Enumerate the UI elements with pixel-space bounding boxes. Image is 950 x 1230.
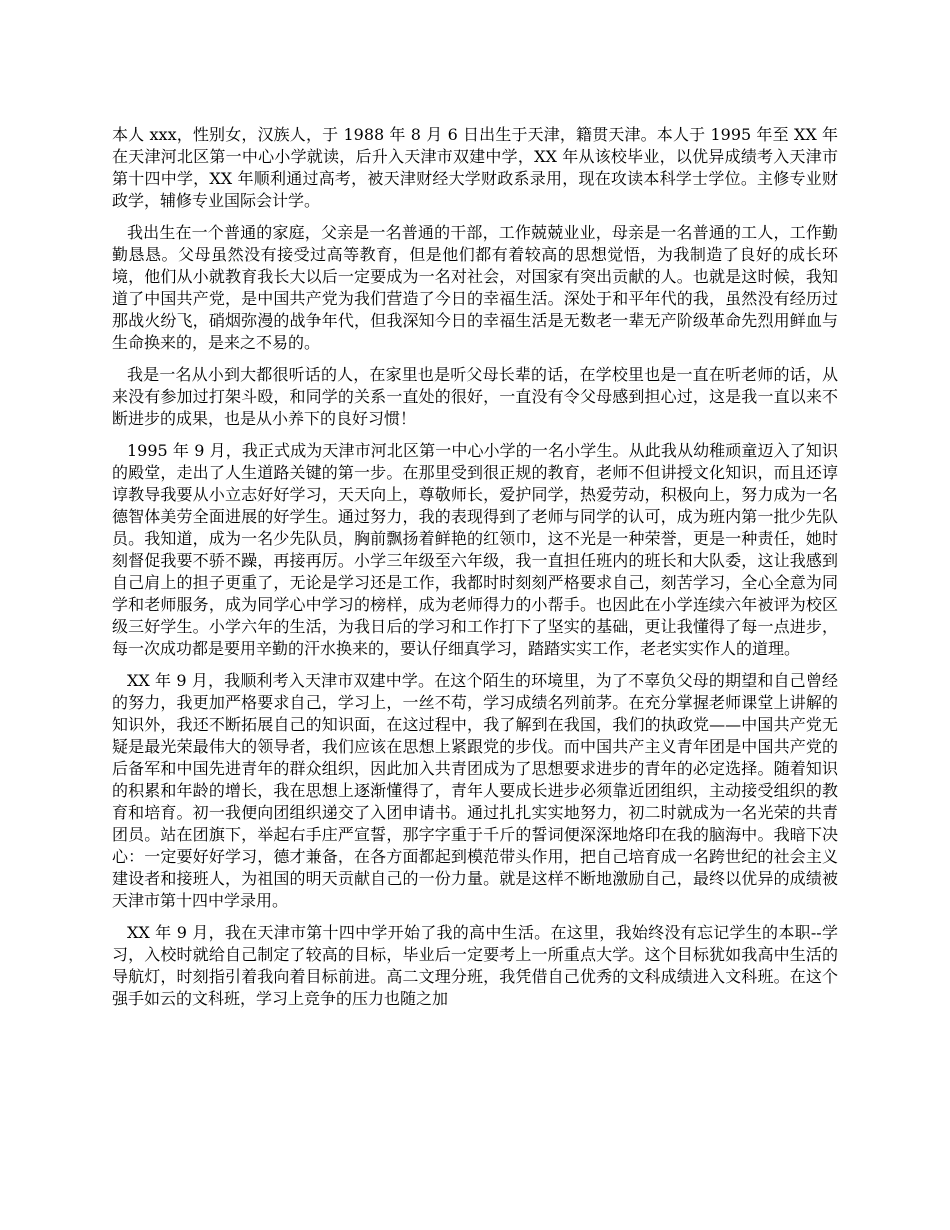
paragraph-character: 我是一名从小到大都很听话的人，在家里也是听父母长辈的话，在学校里也是一直在听老师的话，从来没有参加过打架斗殴，和同学的关系一直处的很好，一直没有令父母感到担心过，这是我一直以来不断进步的成果，也是从小养下的良好习惯！	[112, 365, 838, 428]
paragraph-high-school: XX 年 9 月，我在天津市第十四中学开始了我的高中生活。在这里，我始终没有忘记学生的本职--学习，入校时就给自己制定了较高的目标，毕业后一定要考上一所重点大学。这个目标犹如我高中生活的导航灯，时刻指引着我向着目标前进。高二文理分班，我凭借自己优秀的文科成绩进入文科班。在这个强手如云的文科班，学习上竞争的压力也随之加	[112, 923, 838, 1008]
paragraph-family: 我出生在一个普通的家庭，父亲是一名普通的干部，工作兢兢业业，母亲是一名普通的工人，工作勤勤恳恳。父母虽然没有接受过高等教育，但是他们都有着较高的思想觉悟，为我制造了良好的成长环境，他们从小就教育我长大以后一定要成为一名对社会，对国家有突出贡献的人。也就是这时候，我知道了中国共产党，是中国共产党为我们营造了今日的幸福生活。深处于和平年代的我，虽然没有经历过那战火纷飞，硝烟弥漫的战争年代，但我深知今日的幸福生活是无数老一辈无产阶级革命先烈用鲜血与生命换来的，是来之不易的。	[112, 223, 838, 352]
document-body	[112, 124, 838, 1020]
paragraph-primary-school: 1995 年 9 月，我正式成为天津市河北区第一中心小学的一名小学生。从此我从幼稚顽童迈入了知识的殿堂，走出了人生道路关键的第一步。在那里受到很正规的教育，老师不但讲授文化知识，而且还谆谆教导我要从小立志好好学习，天天向上，尊敬师长，爱护同学，热爱劳动，积极向上，努力成为一名德智体美劳全面进展的好学生。通过努力，我的表现得到了老师与同学的认可，成为班内第一批少先队员。我知道，成为一名少先队员，胸前飘扬着鲜艳的红领巾，这不光是一种荣誉，更是一种责任，她时刻督促我要不骄不躁，再接再厉。小学三年级至六年级，我一直担任班内的班长和大队委，这让我感到自己肩上的担子更重了，无论是学习还是工作，我都时时刻刻严格要求自己，刻苦学习，全心全意为同学和老师服务，成为同学心中学习的榜样，成为老师得力的小帮手。也因此在小学连续六年被评为校区级三好学生。小学六年的生活，为我日后的学习和工作打下了坚实的基础，更让我懂得了每一点进步，每一次成功都是要用辛勤的汗水换来的，要认仔细真学习，踏踏实实工作，老老实实作人的道理。	[112, 441, 838, 658]
paragraph-middle-school: XX 年 9 月，我顺利考入天津市双建中学。在这个陌生的环境里，为了不辜负父母的期望和自己曾经的努力，我更加严格要求自己，学习上，一丝不苟，学习成绩名列前茅。在充分掌握老师课堂上讲解的知识外，我还不断拓展自己的知识面，在这过程中，我了解到在我国，我们的执政党——中国共产党无疑是最光荣最伟大的领导者，我们应该在思想上紧跟党的步伐。而中国共产主义青年团是中国共产党的后备军和中国先进青年的群众组织，因此加入共青团成为了思想要求进步的青年的必定选择。随着知识的积累和年龄的增长，我在思想上逐渐懂得了，青年人要成长进步必须靠近团组织，主动接受组织的教育和培育。初一我便向团组织递交了入团申请书。通过扎扎实实地努力，初二时就成为一名光荣的共青团员。站在团旗下，举起右手庄严宣誓，那字字重于千斤的誓词便深深地烙印在我的脑海中。我暗下决心：一定要好好学习，德才兼备，在各方面都起到模范带头作用，把自己培育成一名跨世纪的社会主义建设者和接班人，为祖国的明天贡献自己的一份力量。就是这样不断地激励自己，最终以优异的成绩被天津市第十四中学录用。	[112, 671, 838, 910]
paragraph-intro: 本人 xxx，性别女，汉族人，于 1988 年 8 月 6 日出生于天津，籍贯天津。本人于 1995 年至 XX 年在天津河北区第一中心小学就读，后升入天津市双建中学，XX 年从该校毕业，以优异成绩考入天津市第十四中学，XX 年顺利通过高考，被天津财经大学财政系录用，现在攻读本科学士学位。主修专业财政学，辅修专业国际会计学。	[112, 125, 838, 210]
